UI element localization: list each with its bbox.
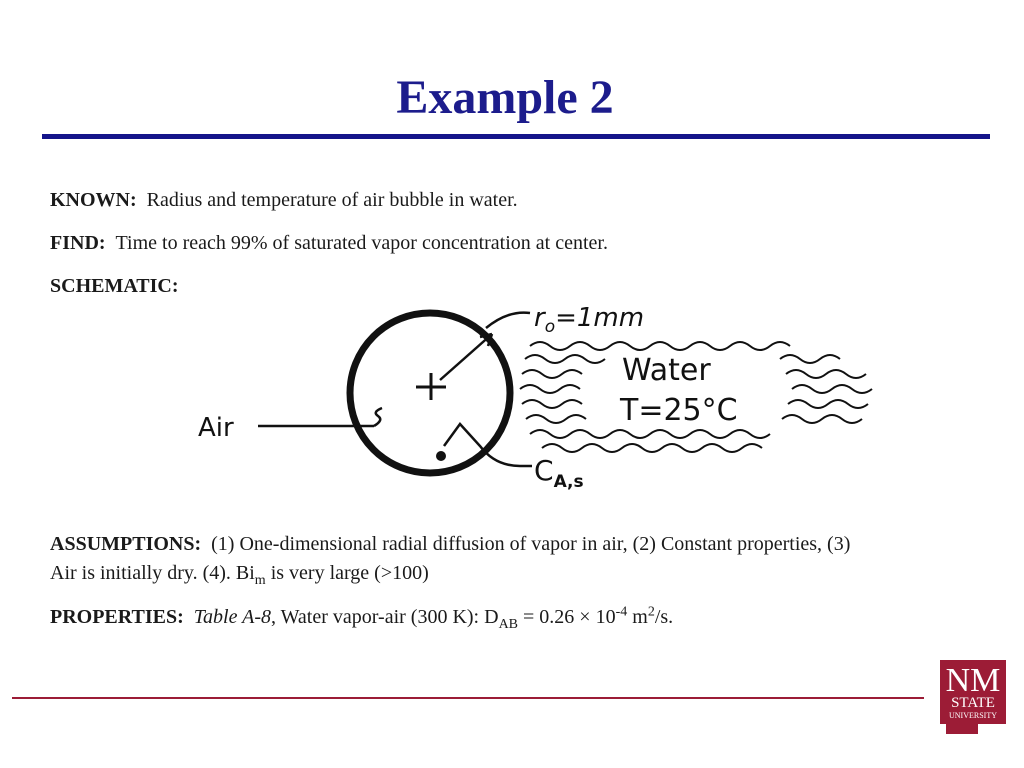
known-label: KNOWN: (50, 189, 137, 211)
exponent-superscript: -4 (615, 604, 628, 620)
schematic-label: SCHEMATIC: (50, 275, 179, 297)
logo-university: UNIVERSITY (949, 711, 997, 720)
concentration-label: $C_{A,s}$ (534, 454, 584, 492)
slide-title: Example 2 (396, 71, 614, 124)
properties-label: PROPERTIES: (50, 606, 184, 628)
table-reference: Table A-8 (193, 606, 272, 628)
water-label: Water (622, 353, 711, 388)
properties-text-d: /s. (654, 606, 674, 628)
surface-point-dot (436, 451, 446, 461)
title-underline (42, 134, 990, 139)
known-text: Radius and temperature of air bubble in water. (146, 189, 518, 211)
assumptions-text-2a: Air is initially dry. (50, 562, 198, 584)
known-line (50, 188, 518, 212)
square-superscript: 2 (647, 604, 655, 620)
find-label: FIND: (50, 232, 106, 254)
assumptions-line-1 (50, 532, 850, 556)
assumptions-label: ASSUMPTIONS: (50, 533, 202, 555)
radius-arrow (440, 334, 492, 380)
air-label: Air (198, 413, 234, 443)
air-squiggle-icon (374, 408, 382, 426)
schematic-line (50, 274, 179, 298)
properties-text-a: , Water vapor-air (300 K): D (271, 606, 499, 628)
properties-text-b: = 0.26 × 10 (518, 606, 616, 628)
find-text: Time to reach 99% of saturated vapor concentration at center. (115, 232, 608, 254)
footer-rule (12, 697, 924, 699)
radius-leader (486, 313, 530, 328)
diffusivity-subscript: AB (498, 617, 519, 632)
properties-line (50, 604, 674, 632)
temperature-label: T=25°C (620, 393, 738, 428)
nm-state-logo (938, 658, 1008, 736)
assumptions-text-1: (1) One-dimensional radial diffusion of vapor in air, (2) Constant properties, (3) (211, 533, 851, 555)
assumptions-text-2c: is very large (>100) (265, 562, 429, 584)
logo-state: STATE (951, 695, 995, 711)
properties-text-c: m (627, 606, 648, 628)
bubble-schematic (190, 296, 890, 506)
assumptions-line-2 (50, 561, 429, 588)
biot-subscript: m (254, 573, 266, 588)
find-line (50, 231, 608, 255)
radius-label: $r_o=1mm$ (534, 303, 645, 337)
assumptions-text-2b: (4). Bi (202, 562, 255, 584)
logo-nm: NM (945, 662, 1001, 699)
